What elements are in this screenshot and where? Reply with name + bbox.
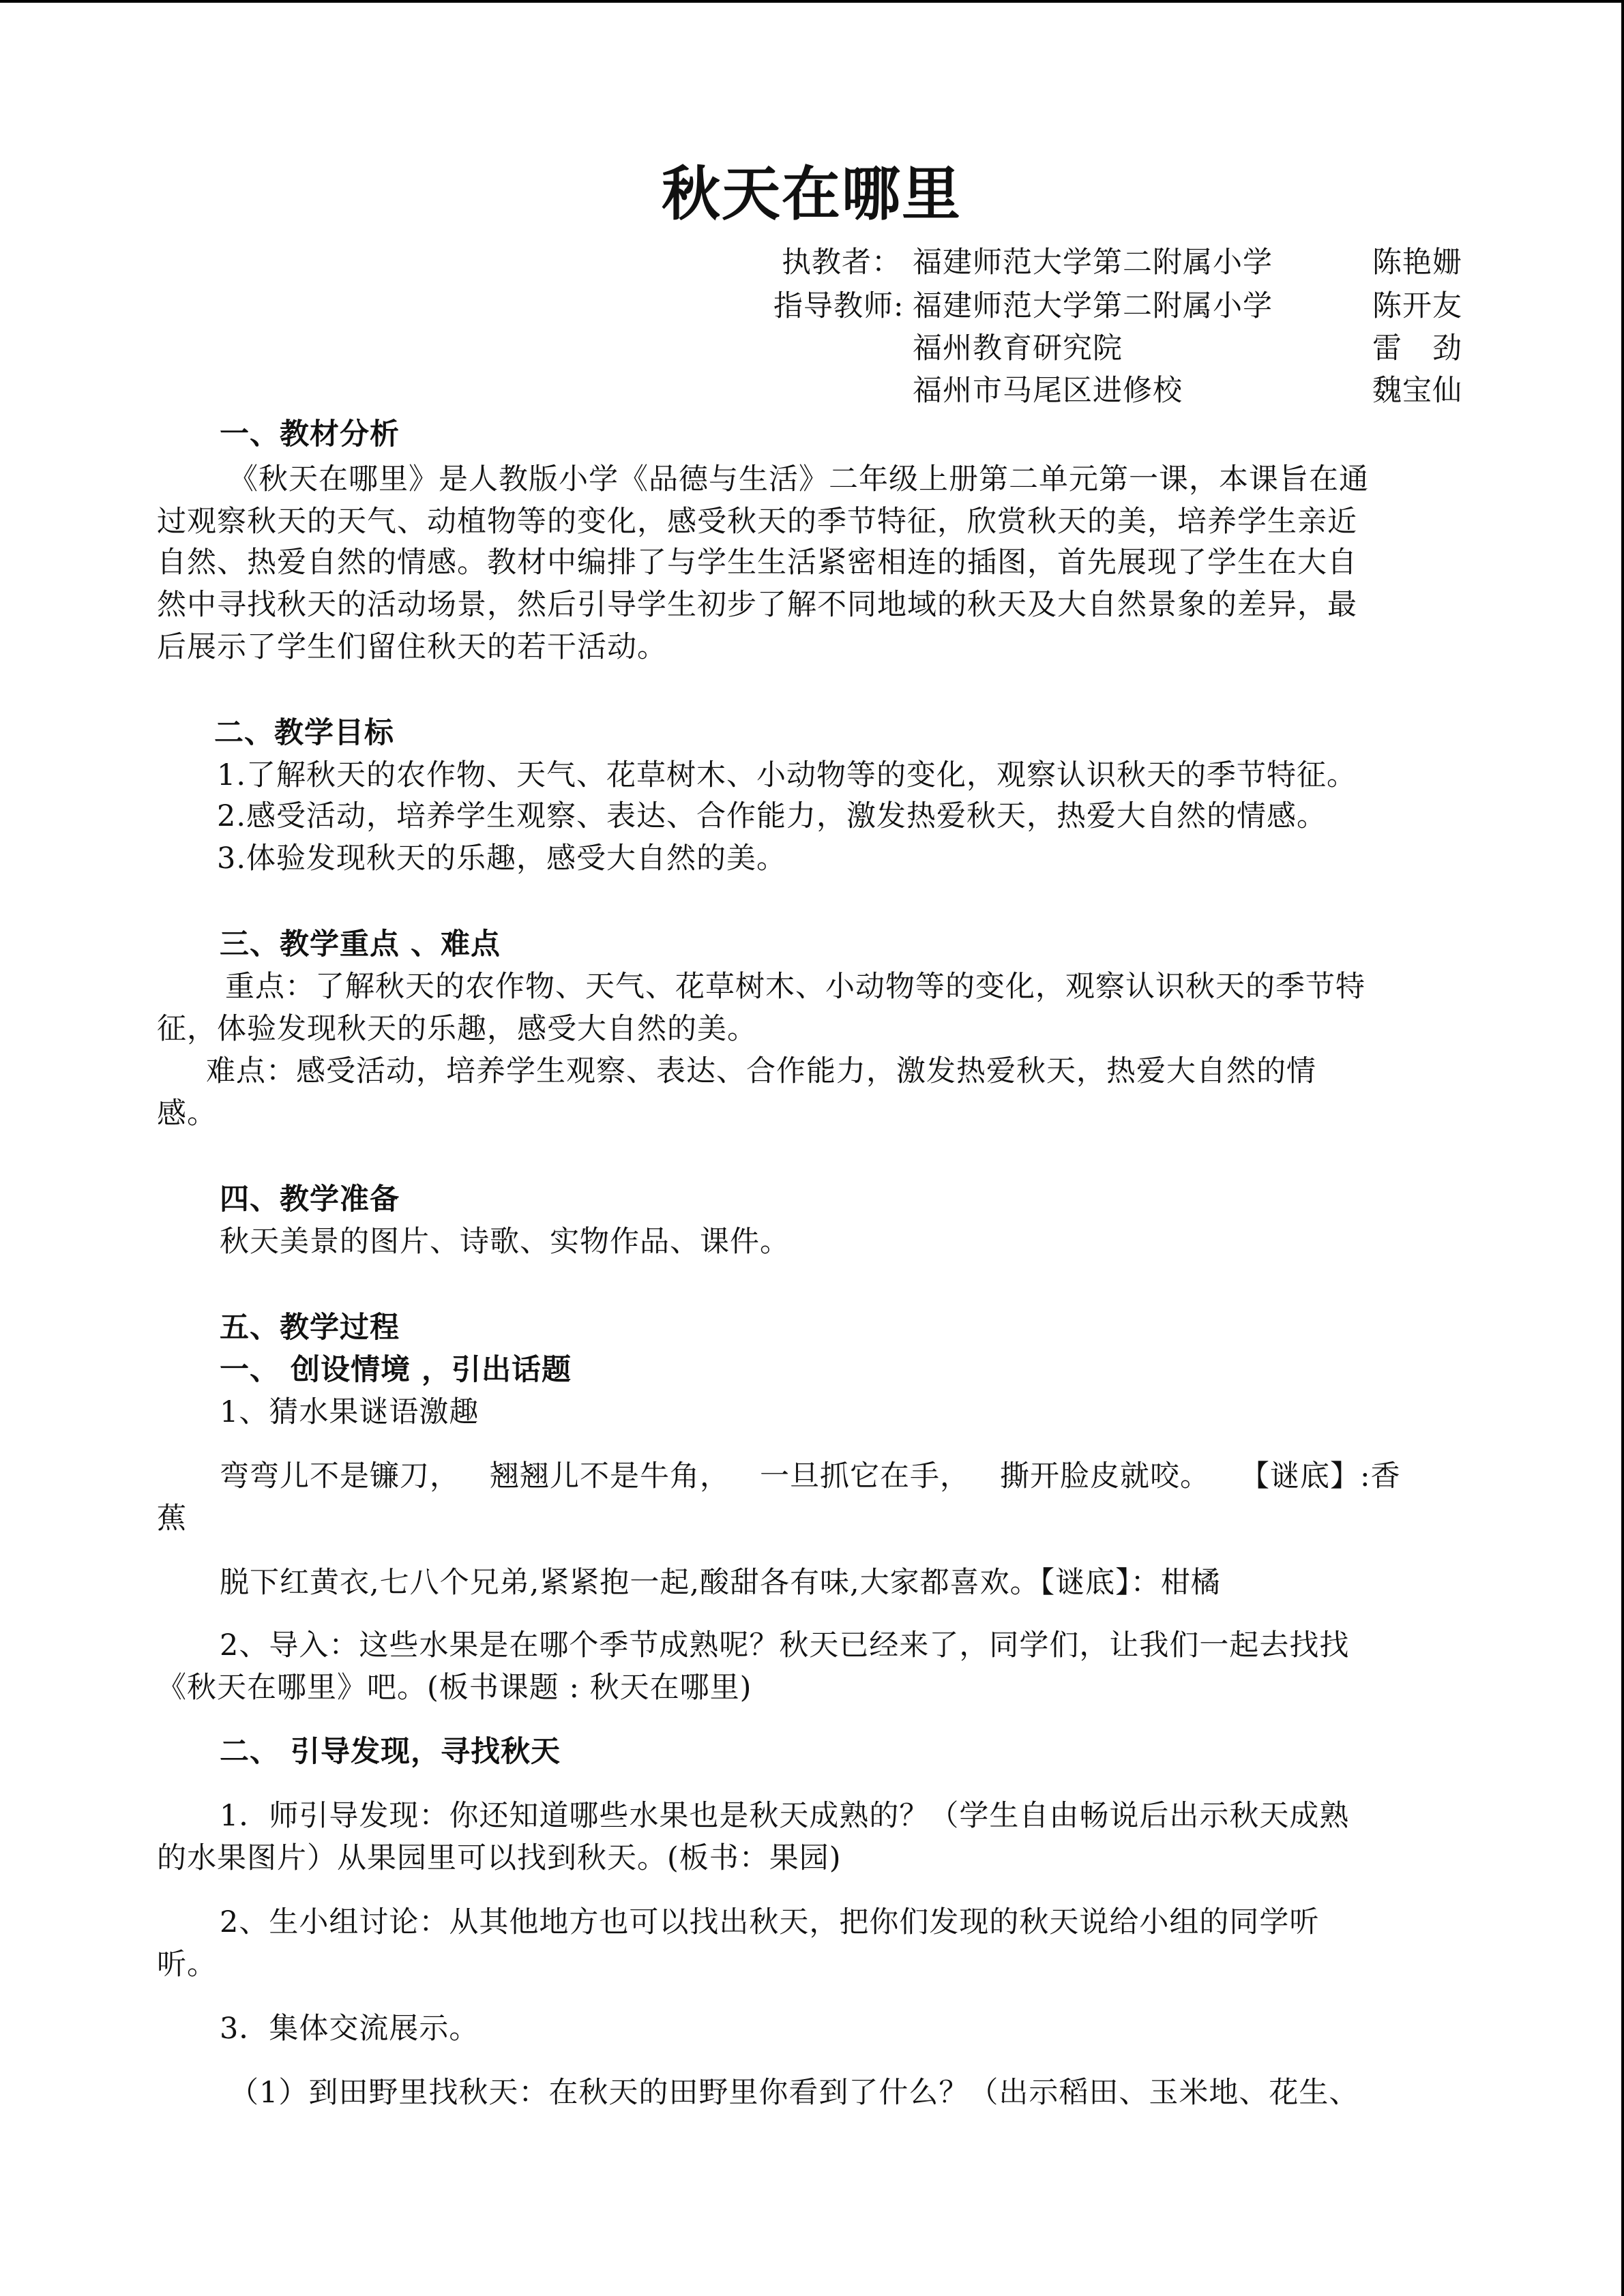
author-label-2: 指导教师: xyxy=(773,289,904,323)
page-title: 秋天在哪里 xyxy=(662,160,962,228)
paragraph-line: 1、猜水果谜语激趣 xyxy=(220,1395,479,1429)
paragraph-line: 《秋天在哪里》是人教版小学《品德与生活》二年级上册第二单元第一课，本课旨在通 xyxy=(228,462,1369,496)
paragraph-line: 自然、热爱自然的情感。教材中编排了与学生生活紧密相连的插图，首先展现了学生在大自 xyxy=(157,546,1357,580)
paragraph-line: 难点：感受活动，培养学生观察、表达、合作能力，激发热爱秋天，热爱大自然的情 xyxy=(206,1054,1316,1088)
paragraph-line: 的水果图片）从果园里可以找到秋天。(板书：果园) xyxy=(157,1841,842,1875)
paragraph-line: 1．师引导发现：你还知道哪些水果也是秋天成熟的？（学生自由畅说后出示秋天成熟 xyxy=(220,1799,1350,1833)
section-heading: 一、教材分析 xyxy=(220,417,400,451)
author-name-4: 魏宝仙 xyxy=(1372,374,1462,408)
paragraph-line: 《秋天在哪里》吧。(板书课题 : 秋天在哪里) xyxy=(157,1671,752,1705)
paragraph-line: 然中寻找秋天的活动场景，然后引导学生初步了解不同地域的秋天及大自然景象的差异，最 xyxy=(157,588,1357,622)
author-org-2: 福建师范大学第二附属小学 xyxy=(913,289,1273,323)
author-name-2: 陈开友 xyxy=(1372,289,1462,323)
list-item: 2.感受活动，培养学生观察、表达、合作能力，激发热爱秋天，热爱大自然的情感。 xyxy=(217,799,1327,833)
paragraph-line: 过观察秋天的天气、动植物等的变化，感受秋天的季节特征，欣赏秋天的美，培养学生亲近 xyxy=(157,505,1357,539)
riddle-answer-tail: 蕉 xyxy=(157,1502,187,1536)
paragraph-line: 2、生小组讨论：从其他地方也可以找出秋天，把你们发现的秋天说给小组的同学听 xyxy=(220,1905,1320,1939)
author-label-1: 执教者： xyxy=(782,245,902,280)
paragraph-line: 后展示了学生们留住秋天的若干活动。 xyxy=(157,630,667,664)
paragraph-line: 秋天美景的图片、诗歌、实物作品、课件。 xyxy=(220,1225,790,1259)
author-org-4: 福州市马尾区进修校 xyxy=(913,374,1183,408)
riddle-line: 脱下红黄衣,七八个兄弟,紧紧抱一起,酸甜各有味,大家都喜欢。【谜底】：柑橘 xyxy=(220,1566,1221,1600)
riddle-line xyxy=(220,1459,1401,1493)
paragraph-line: （1）到田野里找秋天：在秋天的田野里你看到了什么？（出示稻田、玉米地、花生、 xyxy=(229,2076,1359,2110)
riddle-part: 翘翘儿不是牛角， xyxy=(490,1459,730,1493)
riddle-part: 弯弯儿不是镰刀， xyxy=(220,1459,460,1493)
list-item: 3.体验发现秋天的乐趣，感受大自然的美。 xyxy=(217,841,787,876)
author-org-1: 福建师范大学第二附属小学 xyxy=(913,245,1273,280)
riddle-part: 一旦抓它在手， xyxy=(760,1459,970,1493)
subsection-heading: 一、 创设情境 ，引出话题 xyxy=(220,1353,572,1387)
paragraph-line: 听。 xyxy=(157,1948,217,1982)
section-heading: 三、教学重点 、难点 xyxy=(220,927,501,961)
paragraph-line: 重点：了解秋天的农作物、天气、花草树木、小动物等的变化，观察认识秋天的季节特 xyxy=(225,970,1365,1004)
section-heading: 五、教学过程 xyxy=(220,1311,400,1345)
section-heading: 二、教学目标 xyxy=(214,716,394,750)
section-heading: 四、教学准备 xyxy=(220,1182,400,1217)
author-name-1: 陈艳姗 xyxy=(1372,245,1462,280)
author-org-3: 福州教育研究院 xyxy=(913,331,1123,366)
riddle-answer: 【谜底】:香 xyxy=(1240,1459,1401,1493)
riddle-part: 撕开脸皮就咬。 xyxy=(1000,1459,1210,1493)
author-name-3: 雷 劲 xyxy=(1372,331,1462,366)
list-item: 1.了解秋天的农作物、天气、花草树木、小动物等的变化，观察认识秋天的季节特征。 xyxy=(217,758,1357,792)
subsection-heading: 二、 引导发现，寻找秋天 xyxy=(220,1735,561,1769)
paragraph-line: 3．集体交流展示。 xyxy=(220,2012,479,2046)
paragraph-line: 征，体验发现秋天的乐趣，感受大自然的美。 xyxy=(157,1012,757,1046)
paragraph-line: 2、导入：这些水果是在哪个季节成熟呢？秋天已经来了，同学们，让我们一起去找找 xyxy=(220,1628,1350,1663)
paragraph-line: 感。 xyxy=(157,1097,217,1131)
